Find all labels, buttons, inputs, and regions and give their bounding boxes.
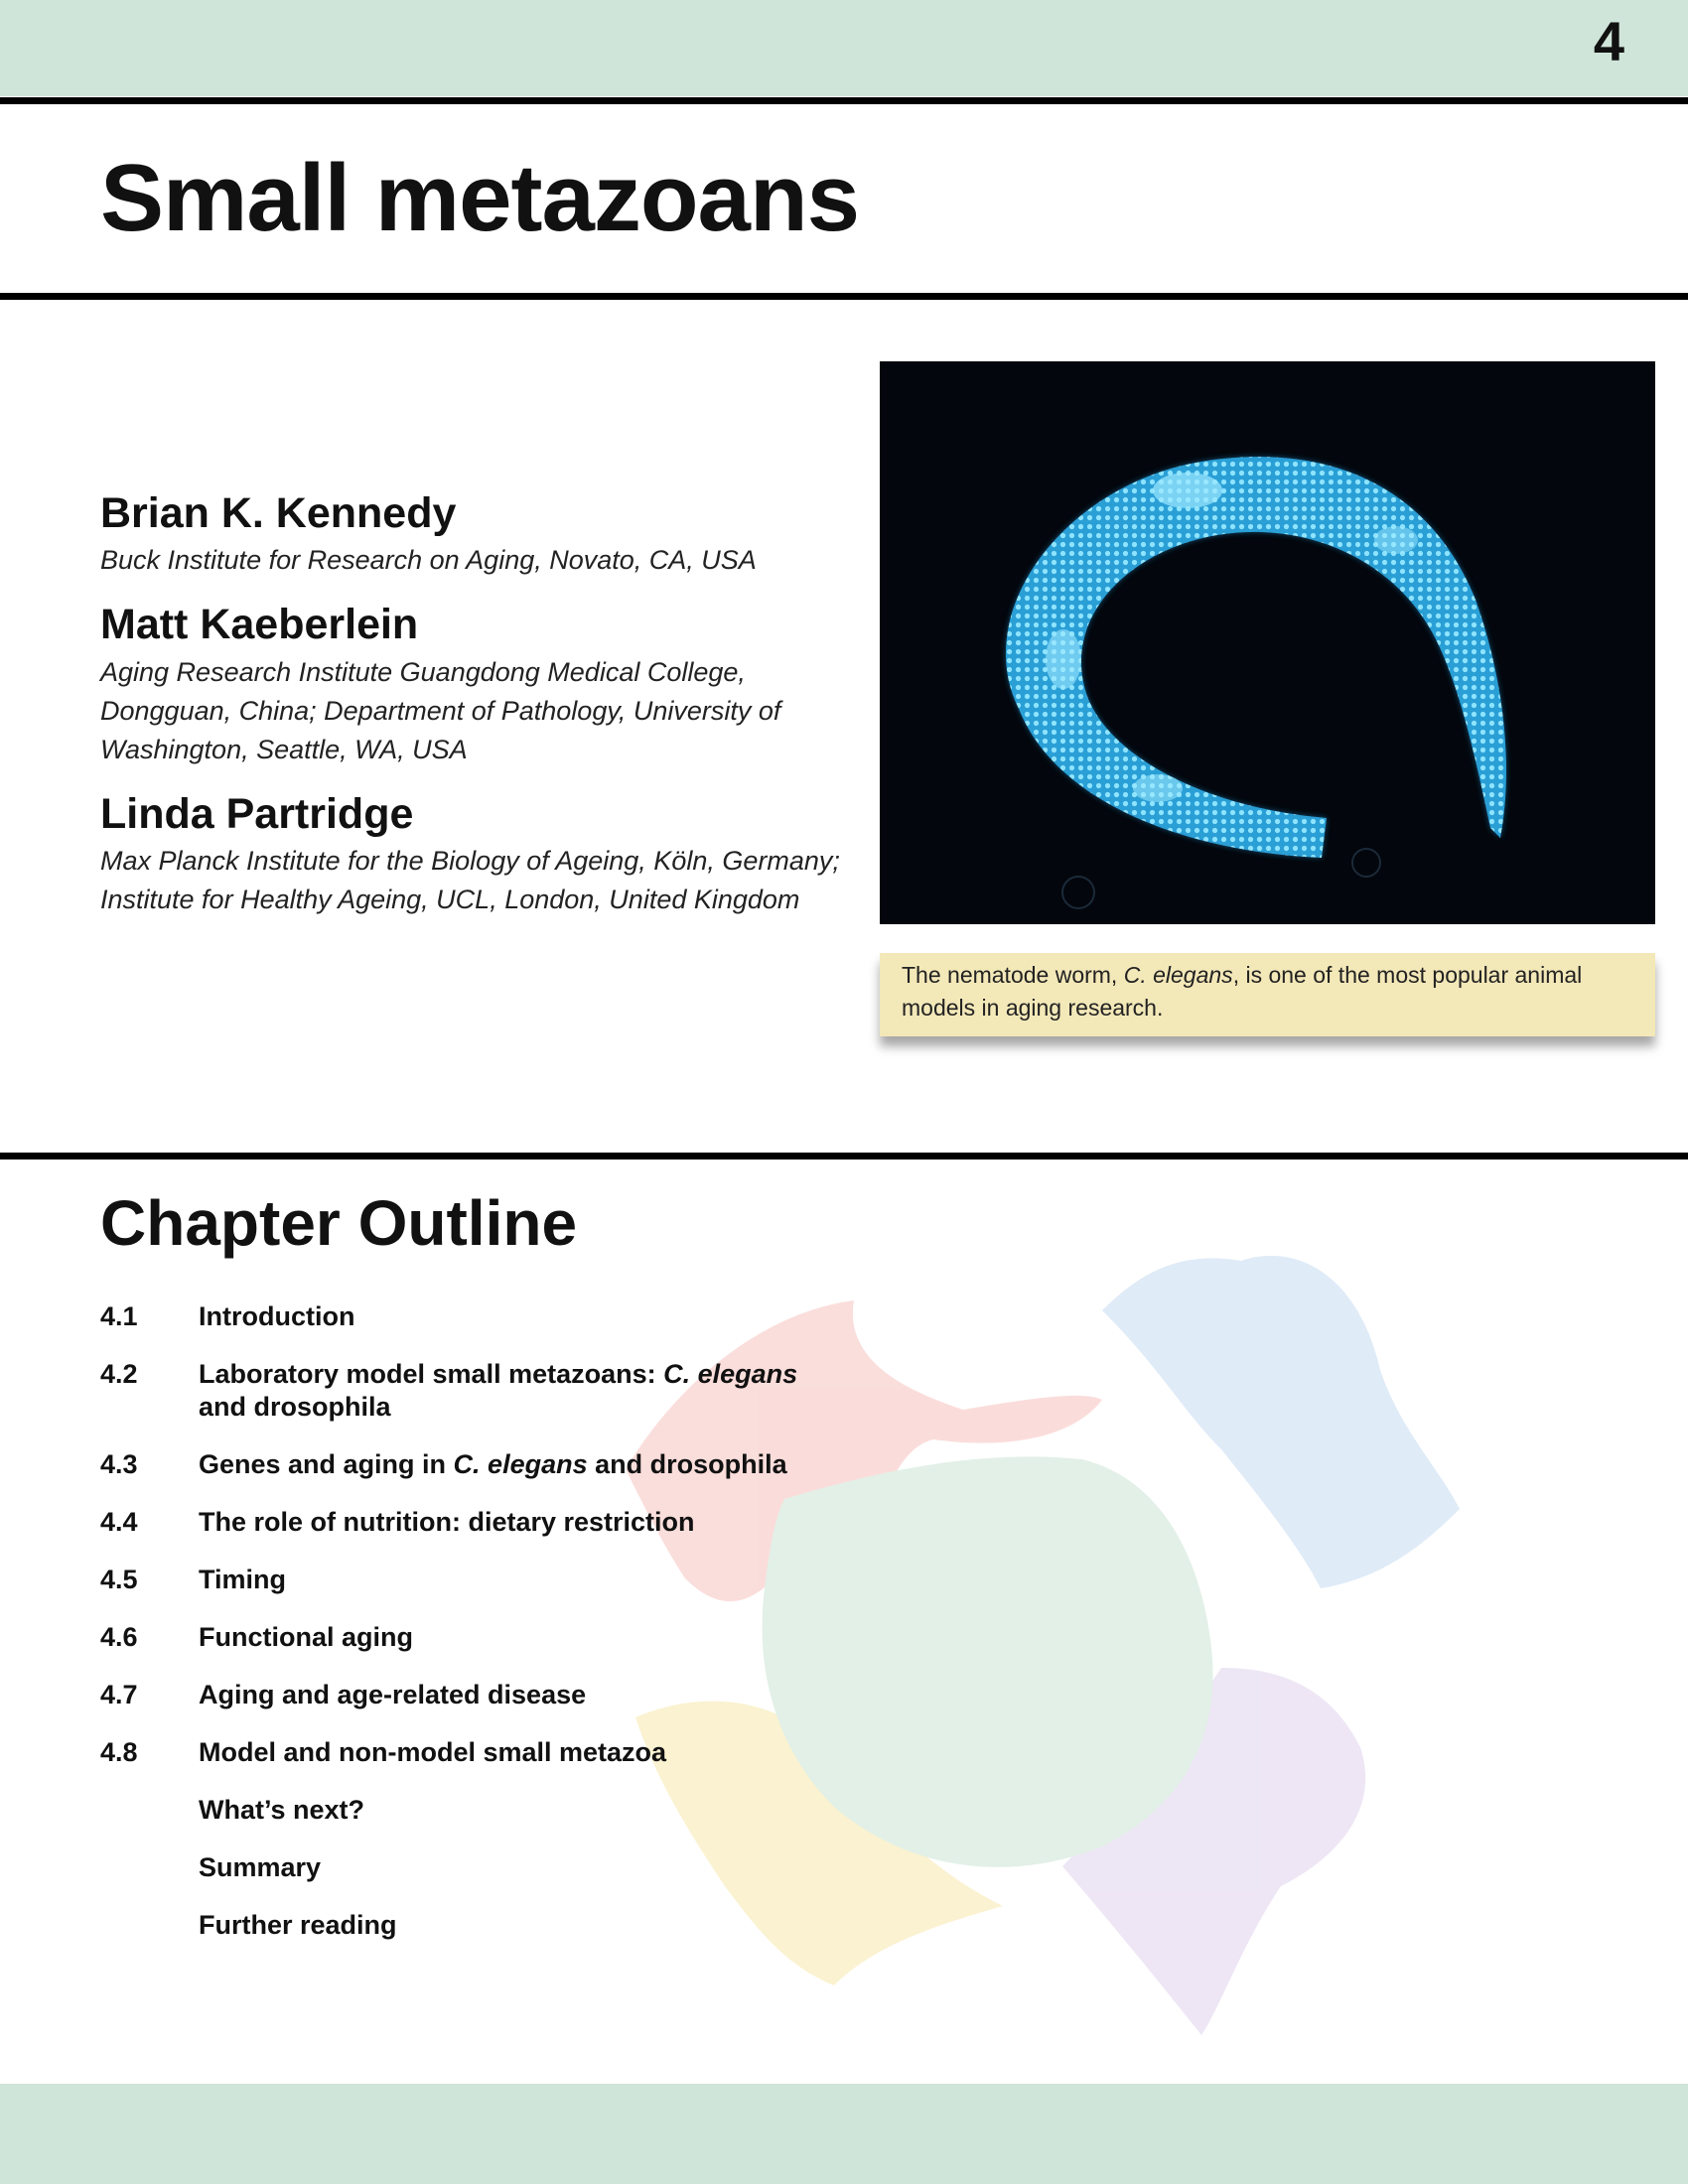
outline-item[interactable] (100, 1851, 895, 1884)
outline-item[interactable] (100, 1358, 895, 1424)
outline-item-title: What’s next? (199, 1795, 365, 1825)
figure-caption (880, 953, 1655, 1036)
outline-item-title: The role of nutrition: dietary restriction (199, 1507, 695, 1537)
outline-item[interactable] (100, 1679, 895, 1711)
bottom-band (0, 2084, 1688, 2184)
outline-item-title (199, 1448, 834, 1481)
outline-item[interactable] (100, 1300, 895, 1333)
outline-item[interactable] (100, 1794, 895, 1827)
chapter-number: 4 (1593, 10, 1624, 72)
outline-item-title-text: and drosophila (587, 1449, 787, 1479)
outline-item[interactable] (100, 1909, 895, 1942)
caption-species: C. elegans (1123, 962, 1233, 988)
caption-text: The nematode worm, (902, 962, 1124, 988)
outline-item-title: Aging and age-related disease (199, 1680, 587, 1709)
chapter-title: Small metazoans (100, 145, 859, 251)
outline-item-title-species: C. elegans (453, 1449, 588, 1479)
caption-text: , is one of the most popular animal models in aging research. (902, 962, 1583, 1021)
top-rule (0, 97, 1688, 104)
outline-rule (0, 1153, 1688, 1160)
author-block (100, 791, 855, 919)
author-block (100, 602, 855, 768)
nematode-photo (880, 361, 1655, 924)
outline-item-title: Introduction (199, 1301, 355, 1331)
author-affiliation: Buck Institute for Research on Aging, Novato, CA, USA (100, 545, 757, 576)
outline-item-number: 4.3 (100, 1449, 138, 1479)
outline-list (100, 1300, 895, 1967)
outline-title: Chapter Outline (100, 1187, 578, 1259)
outline-item-number: 4.5 (100, 1565, 138, 1594)
outline-item-title: Summary (199, 1852, 322, 1882)
author-name: Brian K. Kennedy (100, 489, 457, 537)
outline-item-number: 4.7 (100, 1680, 138, 1709)
author-list (100, 490, 855, 941)
author-affiliation: Aging Research Institute Guangdong Medical College, Dongguan, China; Department of Pathology, University of Washington, Seattle, WA, USA (100, 656, 781, 764)
outline-item[interactable] (100, 1736, 895, 1769)
author-block (100, 490, 855, 580)
outline-item[interactable] (100, 1564, 895, 1596)
top-band (0, 0, 1688, 96)
outline-item-title: Timing (199, 1565, 287, 1594)
outline-item-title: Functional aging (199, 1622, 413, 1652)
author-name: Linda Partridge (100, 789, 414, 838)
outline-item-title-species: C. elegans (663, 1359, 798, 1389)
outline-item-title-text: and drosophila (199, 1392, 391, 1422)
outline-item-number: 4.1 (100, 1301, 138, 1331)
outline-item[interactable] (100, 1506, 895, 1539)
outline-item-number: 4.6 (100, 1622, 138, 1652)
outline-item-number: 4.2 (100, 1359, 138, 1389)
outline-item-title (199, 1358, 834, 1424)
outline-item[interactable] (100, 1448, 895, 1481)
title-rule (0, 293, 1688, 300)
nematode-worm-image (880, 361, 1655, 924)
outline-item-number: 4.4 (100, 1507, 138, 1537)
outline-item-title: Model and non-model small metazoa (199, 1737, 667, 1767)
author-affiliation: Max Planck Institute for the Biology of Ageing, Köln, Germany; Institute for Healthy Ageing, UCL, London, United Kingdom (100, 845, 840, 914)
outline-item-title-text: Genes and aging in (199, 1449, 454, 1479)
outline-item-title: Further reading (199, 1910, 397, 1940)
outline-item-title-text: Laboratory model small metazoans: (199, 1359, 664, 1389)
author-name: Matt Kaeberlein (100, 601, 419, 649)
outline-item[interactable] (100, 1621, 895, 1654)
outline-item-number: 4.8 (100, 1737, 138, 1767)
